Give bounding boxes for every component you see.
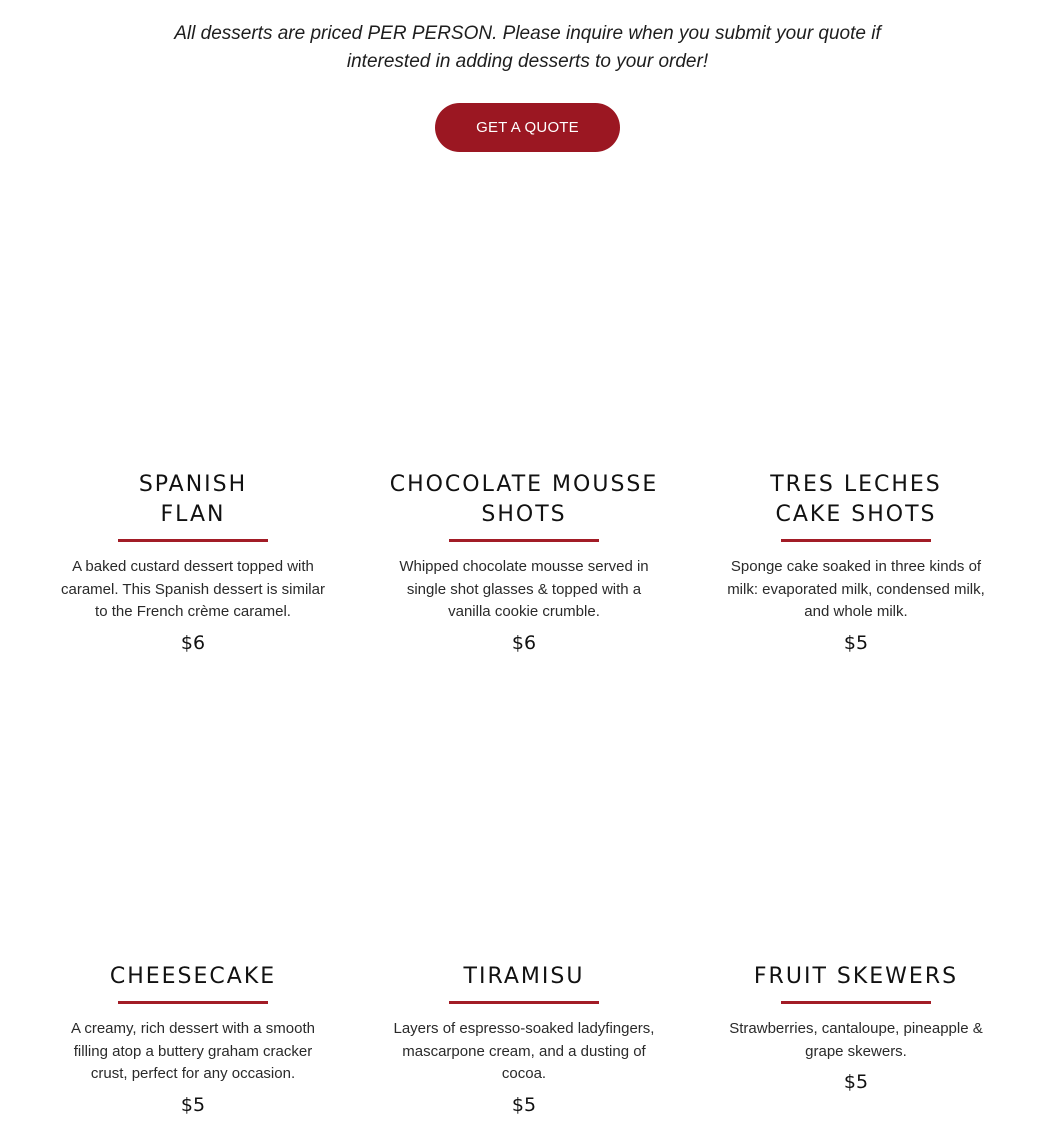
get-a-quote-button[interactable]: GET A QUOTE [435,103,620,152]
dessert-description: Sponge cake soaked in three kinds of milk: evaporated milk, condensed milk, and whole milk. [727,558,985,620]
dessert-description: Whipped chocolate mousse served in single shot glasses & topped with a vanilla cookie crumble. [399,558,649,620]
dessert-title: FRUIT SKEWERS [753,964,959,989]
dessert-title: SPANISH FLAN [138,472,248,527]
dessert-title: CHEESECAKE [109,964,277,989]
pricing-note-line-2: interested in adding desserts to your order! [346,51,709,72]
dessert-description: Strawberries, cantaloupe, pineapple & grape skewers. [729,1020,983,1060]
dessert-card-fruit-skewers [711,962,1001,1095]
dessert-card-cheesecake [48,962,338,1118]
dessert-card-chocolate-mousse-shots [379,470,669,656]
dessert-title: CHOCOLATE MOUSSE SHOTS [389,472,659,527]
dessert-description: A baked custard dessert topped with caramel. This Spanish dessert is similar to the French crème caramel. [61,558,325,620]
dessert-price: $5 [511,1093,537,1116]
title-underline [781,1001,931,1004]
dessert-description: A creamy, rich dessert with a smooth filling atop a buttery graham cracker crust, perfect for any occasion. [71,1020,315,1082]
dessert-description: Layers of espresso-soaked ladyfingers, mascarpone cream, and a dusting of cocoa. [393,1020,655,1082]
title-underline [118,1001,268,1004]
dessert-card-tiramisu [379,962,669,1118]
dessert-card-spanish-flan [48,470,338,656]
dessert-card-tres-leches-cake-shots [711,470,1001,656]
title-underline [449,1001,599,1004]
pricing-note-line-1: All desserts are priced PER PERSON. Please inquire when you submit your quote if [174,23,881,44]
title-underline [781,539,931,542]
dessert-title: TRES LECHES CAKE SHOTS [770,472,942,527]
title-underline [449,539,599,542]
dessert-title: TIRAMISU [463,964,585,989]
dessert-price: $5 [180,1093,206,1116]
dessert-price: $6 [180,631,206,654]
title-underline [118,539,268,542]
dessert-price: $5 [843,631,869,654]
dessert-price: $6 [511,631,537,654]
dessert-price: $5 [843,1071,869,1093]
